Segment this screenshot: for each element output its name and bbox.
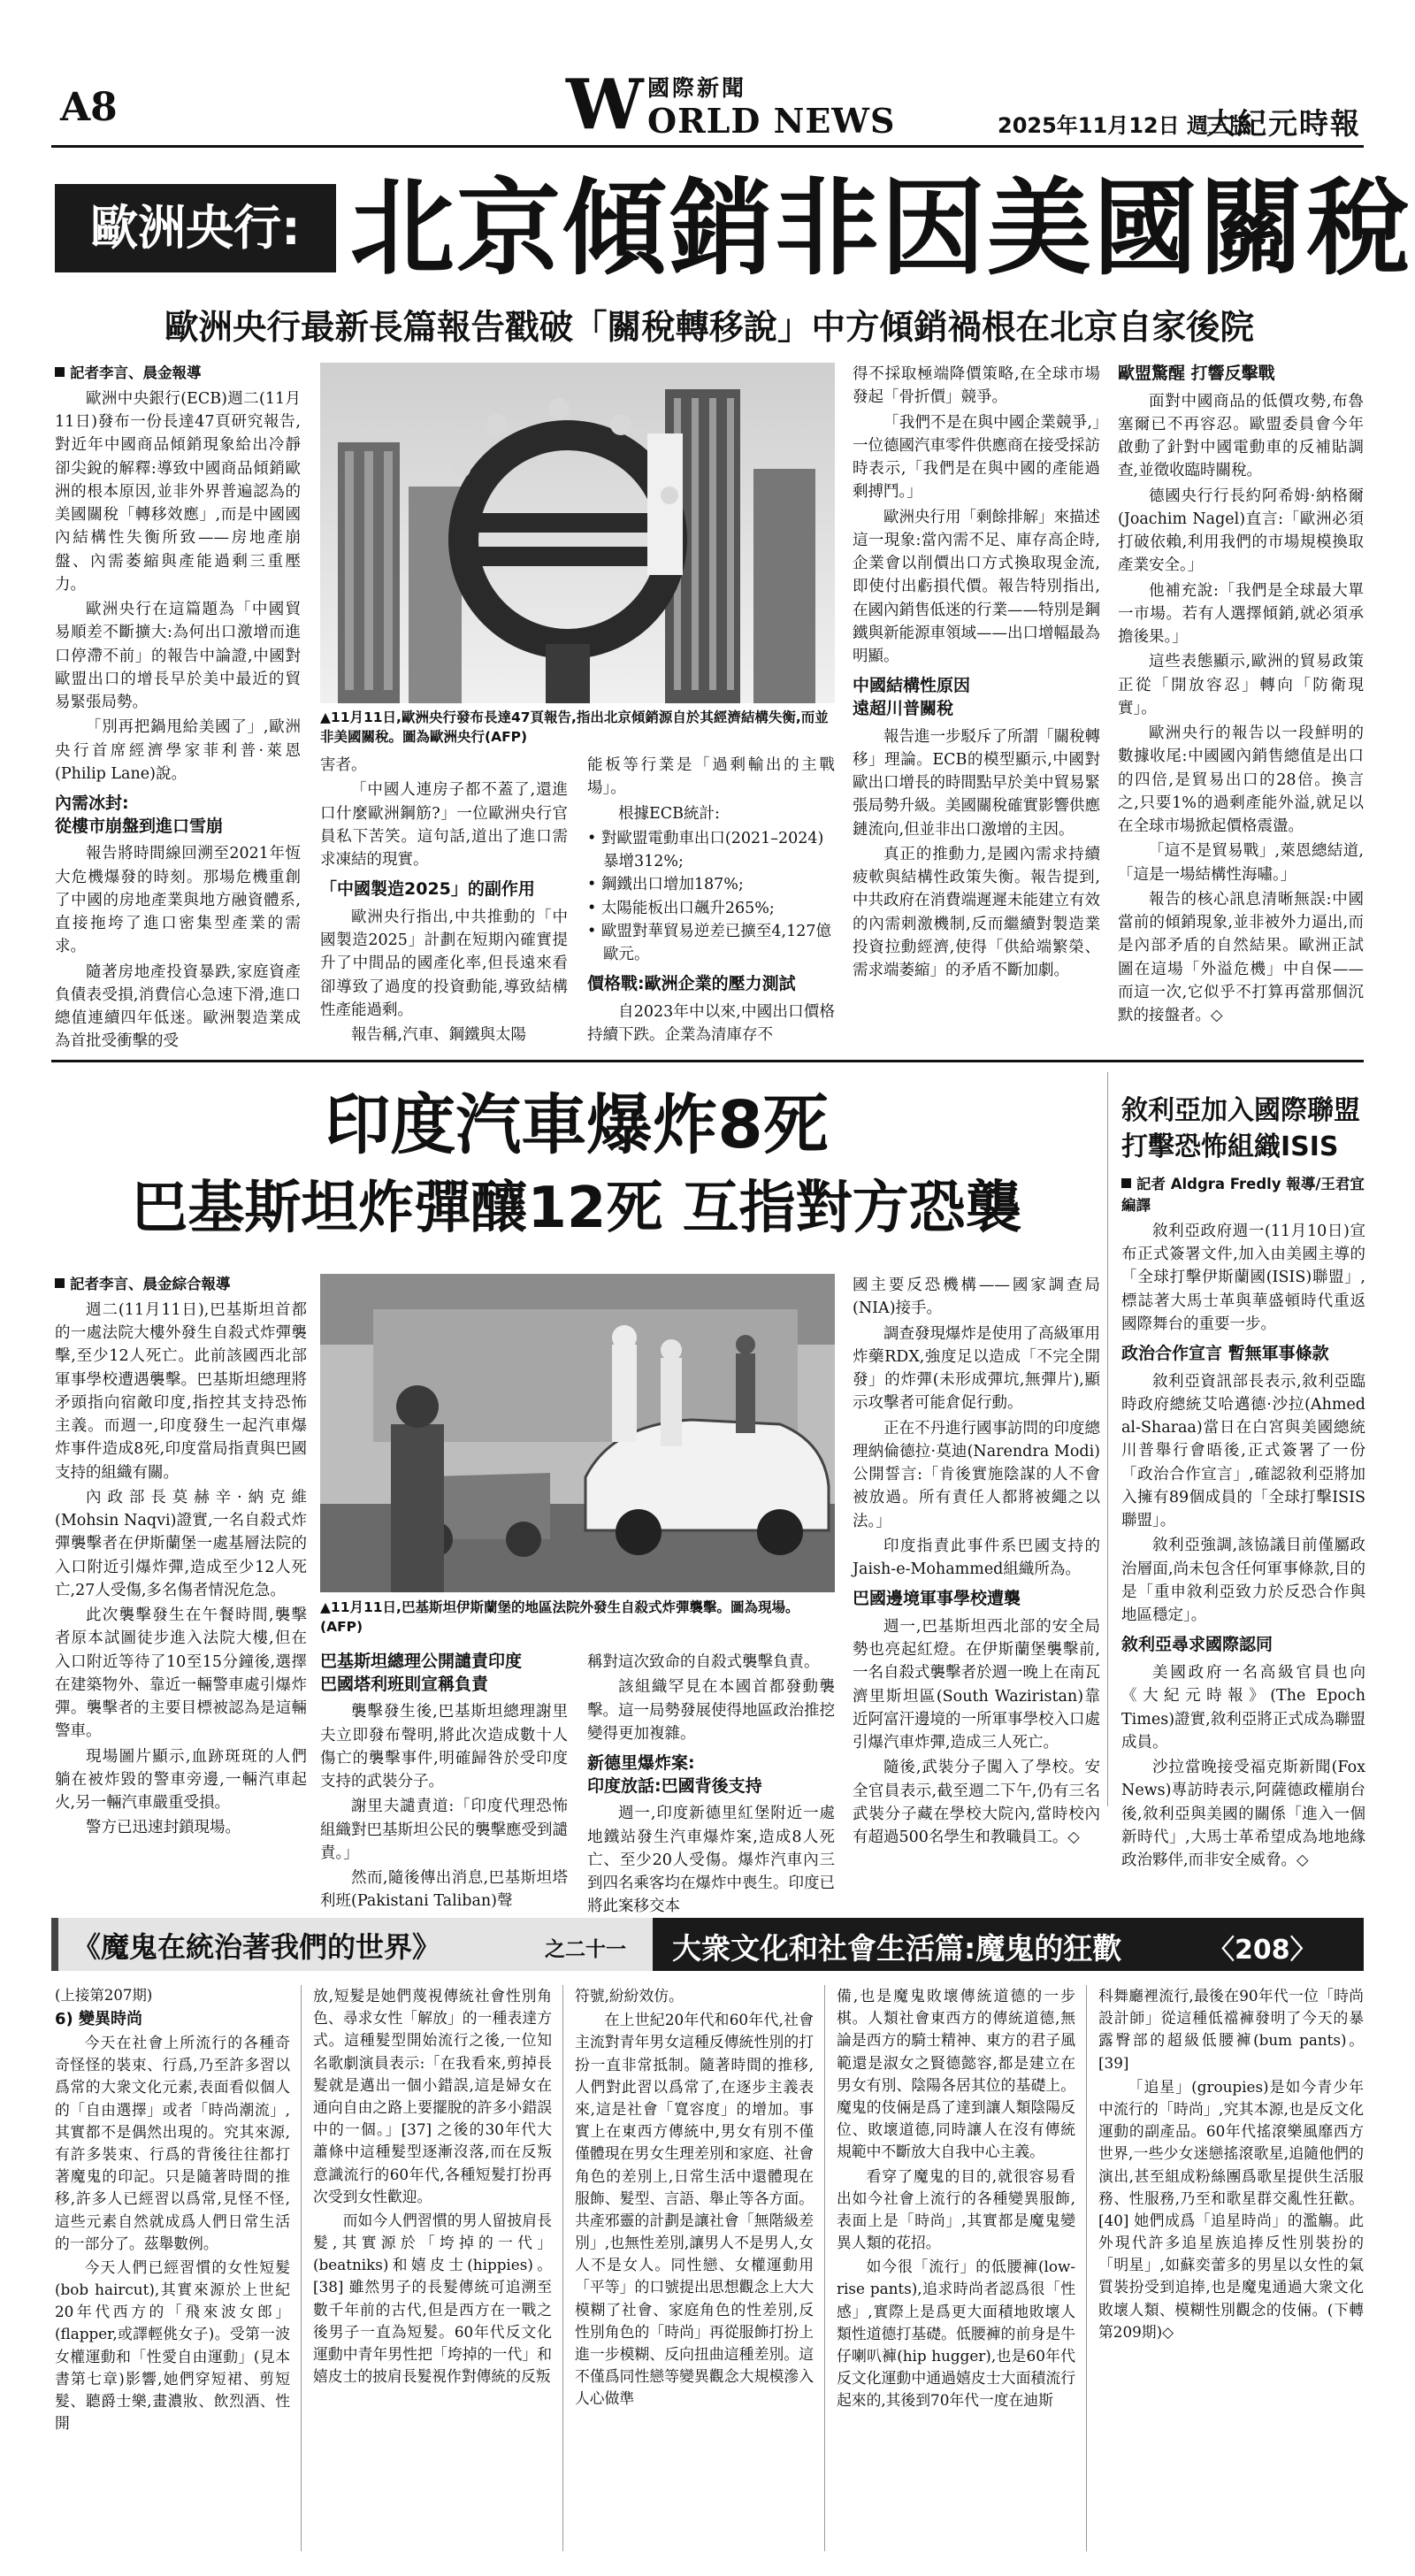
subheading: 中國結構性原因 遠超川普關稅: [853, 676, 971, 718]
story1-column-3: [587, 754, 835, 1048]
paragraph: 週二(11月11日),巴基斯坦首都的一處法院大樓外發生自殺式炸彈襲擊,至少12人死亡。此前該國西北部軍事學校遭遇襲擊。巴基斯坦總理將矛頭指向宿敵印度,指控其支持恐怖主義。而週一,印度發生一起汽車爆炸事件造成8死,印度當局指責與巴國支持的組織有關。: [55, 1300, 307, 1482]
story2-column-3: [587, 1651, 835, 1920]
paragraph: 警方已迅速封鎖現場。: [86, 1819, 241, 1837]
stat-item: • 鋼鐵出口增加187%;: [587, 876, 744, 894]
section-divider: [51, 1060, 1364, 1062]
serial-number: 〈208〉: [1208, 1935, 1317, 1966]
paragraph: 印度指責此事件系巴國支持的Jaish-e-Mohammed組織所為。: [853, 1537, 1100, 1578]
paragraph: 今天在社會上所流行的各種奇奇怪怪的裝束、行爲,乃至許多習以爲常的大衆文化元素,表面看似個人的「自由選擇」或者「時尚潮流」,其實都不是偶然出現的。究其來源,有許多裝束、行爲的背後往往都打著魔鬼的印記。只是隨著時間的推移,許多人已經習以爲常,見怪不怪,這些元素自然就成爲人們日常生活的一部分了。茲舉數例。: [55, 2034, 290, 2252]
paragraph: 敘利亞強調,該協議目前僅屬政治層面,尚未包含任何軍事條款,目的是「重申敘利亞致力於反恐合作與地區穩定」。: [1121, 1537, 1365, 1625]
paragraph: 週一,印度新德里紅堡附近一處地鐵站發生汽車爆炸案,造成8人死亡、至少20人受傷。爆炸汽車內三到四名乘客均在爆炸中喪生。印度已將此案移交本: [587, 1805, 835, 1916]
paragraph: 週一,巴基斯坦西北部的安全局勢也亮起紅燈。在伊斯蘭堡襲擊前,一名自殺式襲擊者於週一晚上在南瓦濟里斯坦區(South Waziristan)靠近阿富汗邊境的一所軍事學校入口處引爆汽車炸彈,造成三人死亡。: [853, 1617, 1100, 1752]
section-initial: W: [566, 65, 644, 145]
column-divider: [562, 1985, 563, 2551]
story2-column-2: [320, 1651, 568, 1915]
paragraph: 德國央行行長約阿希姆·納格爾(Joachim Nagel)直言:「歐洲必須打破依賴,利用我們的市場規模換取產業安全。」: [1118, 487, 1364, 575]
paragraph: 「追星」(groupies)是如今青少年中流行的「時尚」,究其本源,也是反文化運動的副產品。60年代搖滾樂風靡西方世界,一些少女迷戀搖滾歌星,追隨他們的演出,甚至組成粉絲團爲歌星提供生活服務、性服務,乃至和歌星群交亂性狂歡。[40] 她們成爲「追星時尚」的濫觴。此外現代許多追星族追捧反性別裝扮的「明星」,如蘇奕蕾多的男星以女性的氣質裝扮受到追捧,也是魔鬼通過大衆文化敗壞人類、模糊性別觀念的伎倆。(下轉第209期)◇: [1098, 2077, 1364, 2341]
paragraph: 符號,紛紛效仿。: [575, 1987, 684, 2005]
paragraph: 他補充說:「我們是全球最大單一市場。若有人選擇傾銷,就必須承擔後果。」: [1118, 581, 1364, 647]
paragraph: 稱對這次致命的自殺式襲擊負責。: [587, 1653, 820, 1671]
story3-byline: 記者 Aldgra Fredly 報導/王君宜編譯: [1121, 1176, 1365, 1214]
subheading: 巴基斯坦總理公開譴責印度 巴國塔利班則宣稱負責: [320, 1652, 523, 1694]
paragraph: 內政部長莫赫辛·納克維(Mohsin Naqvi)證實,一名自殺式炸彈襲擊者在伊斯蘭堡一處基層法院的入口附近引爆炸彈,造成至少12人死亡,27人受傷,多名傷者情況危急。: [55, 1488, 307, 1599]
paragraph: 歐洲央行在這篇題為「中國貿易順差不斷擴大:為何出口激增而進口停滯不前」的報告中論證,中國對歐盟出口的增長早於美中最近的貿易緊張局勢。: [55, 601, 301, 712]
paragraph: 此次襲擊發生在午餐時間,襲擊者原本試圖徒步進入法院大樓,但在入口附近等待了10至15分鐘後,選擇在建築物外、靠近一輛警車處引爆炸彈。襲擊者的主要目標被認為是這輛警車。: [55, 1606, 307, 1741]
issue-date: 2025年11月12日 週三版: [998, 113, 1251, 138]
subheading: 新德里爆炸案: 印度放話:巴國背後支持: [587, 1753, 762, 1796]
paragraph: 敘利亞政府週一(11月10日)宣布正式簽署文件,加入由美國主導的「全球打擊伊斯蘭國(ISIS)聯盟」,標誌著大馬士革與華盛頓時代重返國際舞台的重要一步。: [1121, 1222, 1365, 1333]
paragraph: 隨後,武裝分子闖入了學校。安全官員表示,截至週二下午,仍有三名武裝分子藏在學校大院內,當時校內有超過500名學生和教職員工。◇: [853, 1759, 1100, 1847]
paragraph: 這些表態顯示,歐洲的貿易政策正從「開放容忍」轉向「防衛現實」。: [1118, 653, 1364, 717]
column-divider: [824, 1985, 825, 2551]
section-title-cn: 國際新聞: [647, 75, 747, 101]
paragraph: 「這不是貿易戰」,萊恩總結道,「這是一場結構性海嘯。」: [1118, 842, 1364, 884]
paragraph: 沙拉當晚接受福克斯新聞(Fox News)專訪時表示,阿薩德政權崩台後,敘利亞與美國的關係「進入一個新時代」,大馬士革希望成為地地緣政治夥伴,而非安全威脅。◇: [1121, 1759, 1365, 1870]
paragraph: 正在不丹進行國事訪問的印度總理納倫德拉·莫迪(Narendra Modi)公開誓言:「肯後實施陰謀的人不會被放過。所有責任人都將被繩之以法。」: [853, 1419, 1100, 1530]
story1-headline: 北京傾銷非因美國關稅: [350, 166, 1412, 289]
section-title-en: ORLD NEWS: [647, 101, 896, 141]
paragraph: 自2023年中以來,中國出口價格持續下跌。企業為清庫存不: [587, 1002, 835, 1045]
story1-column-2: [320, 754, 568, 1048]
paragraph: 「中國人連房子都不蓋了,還進口什麼歐洲鋼筋?」一位歐洲央行官員私下苦笑。這句話,道出了進口需求凍結的現實。: [320, 781, 568, 869]
subheading: 歐盟驚醒 打響反擊戰: [1118, 364, 1275, 383]
paragraph: 「別再把鍋甩給美國了」,歐洲央行首席經濟學家菲利普·萊恩(Philip Lane)說。: [55, 718, 301, 783]
subheading: 敘利亞尋求國際認同: [1121, 1635, 1274, 1655]
story3-headline-1: 敘利亞加入國際聯盟: [1121, 1095, 1360, 1126]
story1-byline: 記者李言、晨金報導: [55, 363, 301, 384]
header-rule: [51, 145, 1364, 148]
banner-accent: [51, 1918, 58, 1971]
paragraph: 歐洲央行指出,中共推動的「中國製造2025」計劃在短期內確實提升了中間品的國產化率,但長遠來看卻導致了過度的投資動能,導致結構性產能過剩。: [320, 908, 568, 1019]
serial-column-5: [1098, 1985, 1364, 2345]
story1-column-5: [1118, 363, 1364, 1029]
paragraph: 面對中國商品的低價攻勢,布魯塞爾已不再容忍。歐盟委員會今年啟動了針對中國電動車的反補貼調查,並徵收臨時關稅。: [1118, 392, 1364, 480]
serial-column-3: [575, 1985, 814, 2412]
paragraph: 襲擊發生後,巴基斯坦總理謝里夫立即發布聲明,將此次造成數十人傷亡的襲擊事件,明確歸咎於受印度支持的武裝分子。: [320, 1703, 568, 1791]
paragraph: 害者。: [320, 756, 367, 774]
paragraph: 調查發現爆炸是使用了高級軍用炸藥RDX,強度足以造成「不完全開發」的炸彈(未形成彈坑,無彈片),顯示攻擊者可能倉促行動。: [853, 1324, 1100, 1413]
story2-column-1: [55, 1274, 307, 1842]
paragraph: 現場圖片顯示,血跡斑斑的人們躺在被炸毀的警車旁邊,一輛汽車起火,另一輛汽車嚴重受損。: [55, 1747, 307, 1813]
paragraph: 美國政府一名高級官員也向《大紀元時報》(The Epoch Times)證實,敘利亞將正式成為聯盟成員。: [1121, 1664, 1365, 1752]
paragraph: 該組織罕見在本國首都發動襲擊。這一局勢發展使得地區政治推挖變得更加複雜。: [587, 1678, 835, 1743]
paragraph: 能板等行業是「過剩輸出的主戰場」。: [587, 756, 835, 798]
subheading: 巴國邊境軍事學校遭襲: [853, 1589, 1021, 1609]
story2-photo: [320, 1274, 835, 1592]
serial-title: 《魔鬼在統治著我們的世界》: [73, 1930, 441, 1964]
paragraph: 而如今人們習慣的男人留披肩長髮,其實源於「垮掉的一代」(beatniks)和嬉皮士(hippies)。[38] 雖然男子的長髮傳統可追溯至數千年前的古代,但是西方在一戰之後男子一直為短髮。60年代反文化運動中青年男性把「垮掉的一代」和嬉皮士的披肩長髮視作對傳統的反叛: [313, 2211, 552, 2386]
story2-headline-2: 巴基斯坦炸彈釀12死 互指對方恐襲: [131, 1176, 1022, 1241]
paragraph: 今天人們已經習慣的女性短髮(bob haircut),其實來源於上世紀20年代西方的「飛來波女郎」(flapper,或譯輕佻女子)。受第一波女權運動和「性愛自由運動」(見本書第七章)影響,她們穿短裙、剪短髮、聽爵士樂,畫濃妝、飲烈酒、性開: [55, 2258, 290, 2433]
paragraph: 隨著房地產投資暴跌,家庭資產負債表受損,消費信心急速下滑,進口總值連續四年低迷。歐洲製造業成為首批受衝擊的受: [55, 962, 301, 1051]
continued-from: (上接第207期): [55, 1987, 153, 2004]
serial-subtitle-box: [653, 1918, 1364, 1971]
subheading: 「中國製造2025」的副作用: [320, 879, 535, 900]
story2-photo-caption: ▲11月11日,巴基斯坦伊斯蘭堡的地區法院外發生自殺式炸彈襲擊。圖為現場。(AFP): [320, 1599, 799, 1636]
page-number: A8: [60, 85, 118, 130]
column-divider: [301, 1985, 302, 2551]
story1-subhead: 歐洲央行最新長篇報告戳破「關稅轉移說」中方傾銷禍根在北京自家後院: [164, 308, 1254, 348]
paragraph: 看穿了魔鬼的目的,就很容易看出如今社會上流行的各種變異服飾,表面上是「時尚」,其實都是魔鬼變異人類的花招。: [837, 2166, 1075, 2252]
paragraph: 歐洲央行用「剩餘排解」來描述這一現象:當內需不足、庫存高企時,企業會以削價出口方式換取現金流,即使付出虧損代價。報告特別指出,在國內銷售低迷的行業——特別是鋼鐵與新能源車領域——出口增幅最為明顯。: [853, 508, 1100, 665]
paragraph: 科舞廳裡流行,最後在90年代一位「時尚設計師」從這種低襠褲發明了今天的暴露臀部的超級低腰褲(bum pants)。[39]: [1098, 1987, 1364, 2072]
paragraph: 「我們不是在與中國企業競爭,」一位德國汽車零件供應商在接受採訪時表示,「我們是在與中國的產能過剩搏鬥。」: [853, 413, 1100, 502]
paragraph: 報告進一步駁斥了所謂「關稅轉移」理論。ECB的模型顯示,中國對歐出口增長的時間點早於美中貿易緊張局勢升級。美國關稅確實影響供應鏈流向,但並非出口激增的主因。: [853, 727, 1100, 839]
story1-kicker: 歐洲央行:: [55, 184, 336, 272]
paragraph: 真正的推動力,是國內需求持續疲軟與結構性政策失衡。報告提到,中共政府在消費端遲遲未能建立有效的內需刺激機制,反而繼續對製造業投資拉動經濟,使得「供給端繁榮、需求端萎縮」的矛盾不斷加劇。: [853, 845, 1100, 980]
stats-intro: 根據ECB統計:: [618, 804, 720, 823]
paragraph: 報告稱,汽車、鋼鐵與太陽: [351, 1026, 527, 1045]
stat-item: • 對歐盟電動車出口(2021–2024)暴增312%;: [587, 829, 824, 870]
serial-column-2: [313, 1985, 552, 2389]
paragraph: 國主要反恐機構——國家調查局(NIA)接手。: [853, 1276, 1100, 1318]
story1-photo-caption: ▲11月11日,歐洲央行發布長達47頁報告,指出北京傾銷源自於其經濟結構失衡,而並非美國關稅。圖為歐洲央行(AFP): [320, 709, 829, 746]
paragraph: 報告將時間線回溯至2021年恆大危機爆發的時刻。那場危機重創了中國的房地產業與地方融資體系,直接拖垮了進口密集型產業的需求。: [55, 845, 301, 956]
stat-item: • 歐盟對華貿易逆差已擴至4,127億歐元。: [587, 922, 831, 963]
subheading: 價格戰:歐洲企業的壓力測試: [587, 974, 796, 994]
story1-column-4: [853, 363, 1100, 984]
paragraph: 備,也是魔鬼敗壞傳統道德的一步棋。人類社會東西方的傳統道德,無論是西方的騎士精神、東方的君子風範還是淑女之賢德懿容,都是建立在男女有別、陰陽各居其位的基礎上。魔鬼的伎倆是爲了達到讓人類陰陽反位、敗壞道德,同時讓人在沒有傳統規範中不斷放大自我中心主義。: [837, 1987, 1075, 2161]
paragraph: 歐洲央行的報告以一段鮮明的數據收尾:中國國內銷售總值是出口的四倍,是貿易出口的28倍。換言之,只要1%的過剩產能外溢,就足以在全球市場掀起價格震盪。: [1118, 724, 1364, 836]
paragraph: 然而,隨後傳出消息,巴基斯坦塔利班(Pakistani Taliban)聲: [320, 1869, 568, 1911]
story2-column-4: [853, 1274, 1100, 1851]
section-masthead: [566, 65, 896, 145]
story3-column: [1121, 1093, 1365, 1874]
paragraph: 在上世紀20年代和60年代,社會主流對青年男女這種反傳統性別的打扮一直非常抵制。隨著時間的推移,人們對此習以爲常了,在逐步主義表來,這是社會「寬容度」的增加。事實上在東西方傳統中,男女有別不僅僅體現在男女生理差別和家庭、社會角色的差別上,日常生活中還體現在服飾、髮型、言語、舉止等各方面。共產邪靈的計劃是讓社會「無階級差別」,也無性差別,讓男人不是男人,女人不是女人。同性戀、女權運動用「平等」的口號提出思想觀念上大大模糊了社會、家庭角色的性差別,反性別角色的「時尚」再從服飾打扮上進一步模糊、反向扭曲這種差別。這不僅爲同性戀等變異觀念大規模滲入人心做準: [575, 2011, 814, 2408]
subheading: 內需冰封: 從樓市崩盤到進口雪崩: [55, 794, 224, 836]
stat-item: • 太陽能板出口飆升265%;: [587, 899, 775, 917]
paragraph: 得不採取極端降價策略,在全球市場發起「骨折價」競爭。: [853, 365, 1100, 407]
serial-banner: [51, 1918, 1364, 1971]
column-divider: [1107, 1072, 1108, 1806]
paragraph: 放,短髮是她們蔑視傳統社會性別角色、尋求女性「解放」的一種表達方式。這種髮型開始流行之後,一位知名歌劇演員表示:「在我看來,剪掉長髮就是邁出一個小錯誤,這是婦女在通向自由之路上要擺脫的許多小錯誤中的一個。」[37] 之後的30年代大蕭條中這種髮型逐漸沒落,而在反叛意識流行的60年代,各種短髮打扮再次受到女性歡迎。: [313, 1987, 552, 2205]
column-divider: [1086, 1985, 1087, 2551]
story1-column-1: [55, 363, 301, 1055]
serial-column-4: [837, 1985, 1075, 2414]
subheading: 6) 變異時尚: [55, 2009, 143, 2028]
paper-logo: 大紀元時報: [1206, 106, 1361, 141]
paragraph: 報告的核心訊息清晰無誤:中國當前的傾銷現象,並非被外力逼出,而是內部矛盾的自然結果。歐洲正試圖在這場「外溢危機」中自保——而這一次,它似乎不打算再當那個沉默的接盤者。◇: [1118, 890, 1364, 1025]
paragraph: 歐洲中央銀行(ECB)週二(11月11日)發布一份長達47頁研究報告,對近年中國商品傾銷現象給出冷靜卻尖銳的解釋:導致中國商品傾銷歐洲的根本原因,並非外界普遍認為的美國關稅「轉移效應」,而是中國國內結構性失衡所致——房地產崩盤、內需萎縮與產能過剩三重壓力。: [55, 389, 301, 594]
serial-part: 之二十一: [545, 1938, 626, 1961]
subheading: 政治合作宣言 暫無軍事條款: [1121, 1344, 1329, 1364]
story1-photo: [320, 363, 835, 703]
paragraph: 敘利亞資訊部長表示,敘利亞臨時政府總統艾哈邁德·沙拉(Ahmed al-Sharaa)當日在白宮與美國總統川普舉行會晤後,正式簽署了一份「政治合作宣言」,確認敘利亞將加入擁有89個成員的「全球打擊ISIS聯盟」。: [1121, 1372, 1365, 1530]
story2-byline: 記者李言、晨金綜合報導: [55, 1274, 307, 1295]
paragraph: 如今很「流行」的低腰褲(low-rise pants),追求時尚者認爲很「性感」,實際上是爲更大面積地敗壞人類性道德打基礎。低腰褲的前身是牛仔喇叭褲(hip hugger),也是60年代反文化運動中通過嬉皮士大面積流行起來的,其後到70年代一度在迪斯: [837, 2258, 1075, 2410]
serial-column-1: [55, 1985, 290, 2436]
paragraph: 謝里夫譴責道:「印度代理恐怖組織對巴基斯坦公民的襲擊應受到譴責。」: [320, 1798, 568, 1862]
story2-headline-1: 印度汽車爆炸8死: [325, 1087, 829, 1163]
story3-headline-2: 打擊恐怖組織ISIS: [1121, 1131, 1339, 1162]
serial-subtitle: 大衆文化和社會生活篇:魔鬼的狂歡: [672, 1931, 1122, 1966]
